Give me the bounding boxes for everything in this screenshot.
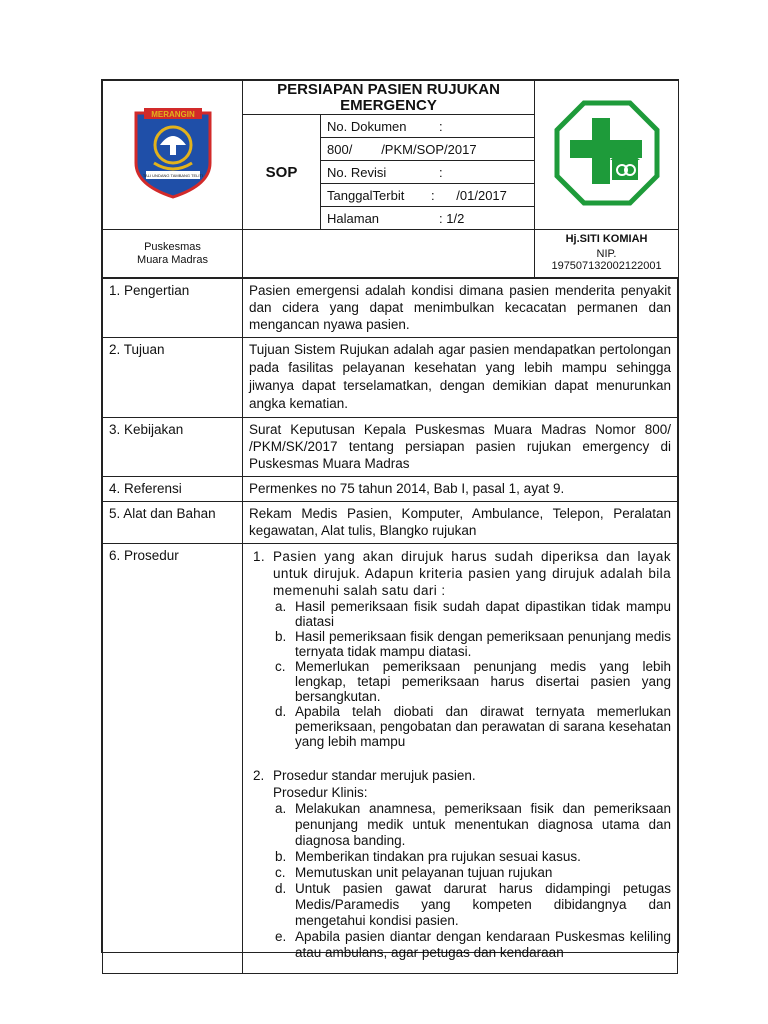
sop-label: SOP bbox=[243, 115, 321, 230]
signature-cell bbox=[535, 230, 679, 278]
signer-nip-label: NIP. bbox=[596, 248, 617, 260]
list-item bbox=[275, 659, 671, 704]
list-item-marker: b. bbox=[275, 849, 287, 864]
list-item-marker: e. bbox=[275, 929, 287, 944]
list-item bbox=[275, 881, 671, 929]
revision-row bbox=[321, 161, 535, 184]
emblem-motto: TALI UNDANG TAMBANG TELITI bbox=[142, 172, 203, 178]
list-item-marker: c. bbox=[275, 865, 286, 880]
list-item bbox=[275, 599, 671, 629]
header-table bbox=[102, 80, 679, 278]
procedure-step-1-list bbox=[253, 599, 671, 749]
procedure-step-2-list bbox=[253, 801, 671, 961]
list-item bbox=[275, 629, 671, 659]
list-item bbox=[275, 849, 671, 865]
document-number-label: No. Dokumen bbox=[327, 118, 407, 134]
regency-emblem-icon bbox=[130, 105, 216, 201]
list-item-marker: c. bbox=[275, 659, 286, 674]
section-label: 4. Referensi bbox=[103, 477, 243, 502]
section-row bbox=[103, 418, 678, 477]
regency-logo-cell bbox=[103, 81, 243, 230]
revision-colon: : bbox=[439, 164, 443, 180]
step-number: 2. bbox=[253, 768, 265, 783]
section-row bbox=[103, 502, 678, 544]
document-title: PERSIAPAN PASIEN RUJUKAN EMERGENCY bbox=[243, 81, 535, 115]
document-number-colon: : bbox=[439, 118, 443, 134]
list-item-marker: d. bbox=[275, 881, 287, 896]
content-table bbox=[102, 278, 678, 974]
emblem-title: MERANGIN bbox=[150, 109, 195, 119]
list-item-text: Hasil pemeriksaan fisik dengan pemeriksaan penunjang medis ternyata tidak mampu diatasi. bbox=[295, 629, 671, 659]
list-item-text: Hasil pemeriksaan fisik sudah dapat dipastikan tidak mampu diatasi bbox=[295, 599, 671, 629]
issue-date-value: : /01/2017 bbox=[431, 187, 507, 203]
list-item-marker: d. bbox=[275, 704, 287, 719]
page-row bbox=[321, 207, 535, 230]
issue-date-row bbox=[321, 184, 535, 207]
list-item-marker: a. bbox=[275, 801, 287, 816]
list-item-text: Apabila pasien diantar dengan kendaraan Puskesmas keliling atau ambulans, agar petugas dan kendaraan bbox=[295, 929, 671, 960]
procedure-content bbox=[243, 544, 678, 974]
document-number-label-row bbox=[321, 115, 535, 138]
organization-cell bbox=[103, 230, 243, 278]
section-text: Surat Keputusan Kepala Puskesmas Muara Madras Nomor 800/ /PKM/SK/2017 tentang persiapan pasien rujukan emergency di Puskesmas Muara Madras bbox=[243, 418, 678, 477]
list-item-marker: b. bbox=[275, 629, 287, 644]
list-item bbox=[275, 801, 671, 849]
organization-line-2: Muara Madras bbox=[137, 253, 208, 266]
procedure-step-2-subtitle: Prosedur Klinis: bbox=[273, 785, 368, 800]
list-item-text: Memerlukan pemeriksaan penunjang medis yang lebih lengkap, tetapi pemeriksaan harus disertai pasien yang bersangkutan. bbox=[295, 659, 671, 704]
list-item-text: Memutuskan unit pelayanan tujuan rujukan bbox=[295, 865, 553, 880]
section-row bbox=[103, 477, 678, 502]
section-row bbox=[103, 279, 678, 338]
section-label: 3. Kebijakan bbox=[103, 418, 243, 477]
list-item-text: Untuk pasien gawat darurat harus didampingi petugas Medis/Paramedis yang kompeten dibidangnya dan mengetahui kondisi pasien. bbox=[295, 881, 671, 928]
organization-line-1: Puskesmas bbox=[144, 240, 201, 253]
section-label: 6. Prosedur bbox=[103, 544, 243, 974]
list-item bbox=[275, 704, 671, 749]
sop-document bbox=[101, 79, 679, 960]
list-item-text: Apabila telah diobati dan dirawat ternyata memerlukan pemeriksaan, pengobatan dan perawatan di sarana kesehatan yang lebih mampu bbox=[295, 704, 671, 749]
section-text: Tujuan Sistem Rujukan adalah agar pasien mendapatkan pertolongan pada fasilitas pelayanan kesehatan yang lebih mampu sehingga jiwanya dapat terselamatkan, dengan demikian dapat menurunkan angka kematian. bbox=[243, 338, 678, 418]
list-item-text: Memberikan tindakan pra rujukan sesuai kasus. bbox=[295, 849, 581, 864]
section-text: Rekam Medis Pasien, Komputer, Ambulance, Telepon, Peralatan kegawatan, Alat tulis, Blangko rujukan bbox=[243, 502, 678, 544]
list-item-text: Melakukan anamnesa, pemeriksaan fisik dan pemeriksaan penunjang medik untuk menentukan diagnosa utama dan diagnosa banding. bbox=[295, 801, 671, 848]
list-item bbox=[275, 865, 671, 881]
section-label: 1. Pengertian bbox=[103, 279, 243, 338]
list-item-marker: a. bbox=[275, 599, 287, 614]
step-text: Prosedur standar merujuk pasien. bbox=[273, 768, 476, 783]
section-text: Pasien emergensi adalah kondisi dimana pasien menderita penyakit dan cidera yang dapat menimbulkan kecacatan permanen dan mengancan nyawa pasien. bbox=[243, 279, 678, 338]
signer-nip: 197507132002122001 bbox=[551, 260, 662, 272]
section-row bbox=[103, 544, 678, 974]
blank-cell bbox=[243, 230, 535, 278]
puskesmas-logo-icon bbox=[552, 98, 662, 208]
document-number-value bbox=[321, 138, 535, 161]
procedure-step-1 bbox=[253, 548, 671, 599]
document-number-text: 800/ /PKM/SOP/2017 bbox=[327, 141, 477, 157]
page-value: : 1/2 bbox=[439, 210, 465, 226]
section-row bbox=[103, 338, 678, 418]
step-text: Pasien yang akan dirujuk harus sudah diperiksa dan layak untuk dirujuk. Adapun kriteria pasien yang dirujuk adalah bila memenuhi salah satu dari : bbox=[273, 549, 671, 598]
section-text: Permenkes no 75 tahun 2014, Bab I, pasal 1, ayat 9. bbox=[243, 477, 678, 502]
list-item bbox=[275, 929, 671, 961]
revision-label: No. Revisi bbox=[327, 164, 387, 180]
page-label: Halaman bbox=[327, 210, 380, 226]
step-number: 1. bbox=[253, 549, 266, 564]
section-label: 2. Tujuan bbox=[103, 338, 243, 418]
puskesmas-logo-cell bbox=[535, 81, 679, 230]
issue-date-label: TanggalTerbit bbox=[327, 187, 405, 203]
signer-name: Hj.SITI KOMIAH bbox=[565, 233, 648, 245]
procedure-step-2 bbox=[253, 767, 671, 784]
section-label: 5. Alat dan Bahan bbox=[103, 502, 243, 544]
